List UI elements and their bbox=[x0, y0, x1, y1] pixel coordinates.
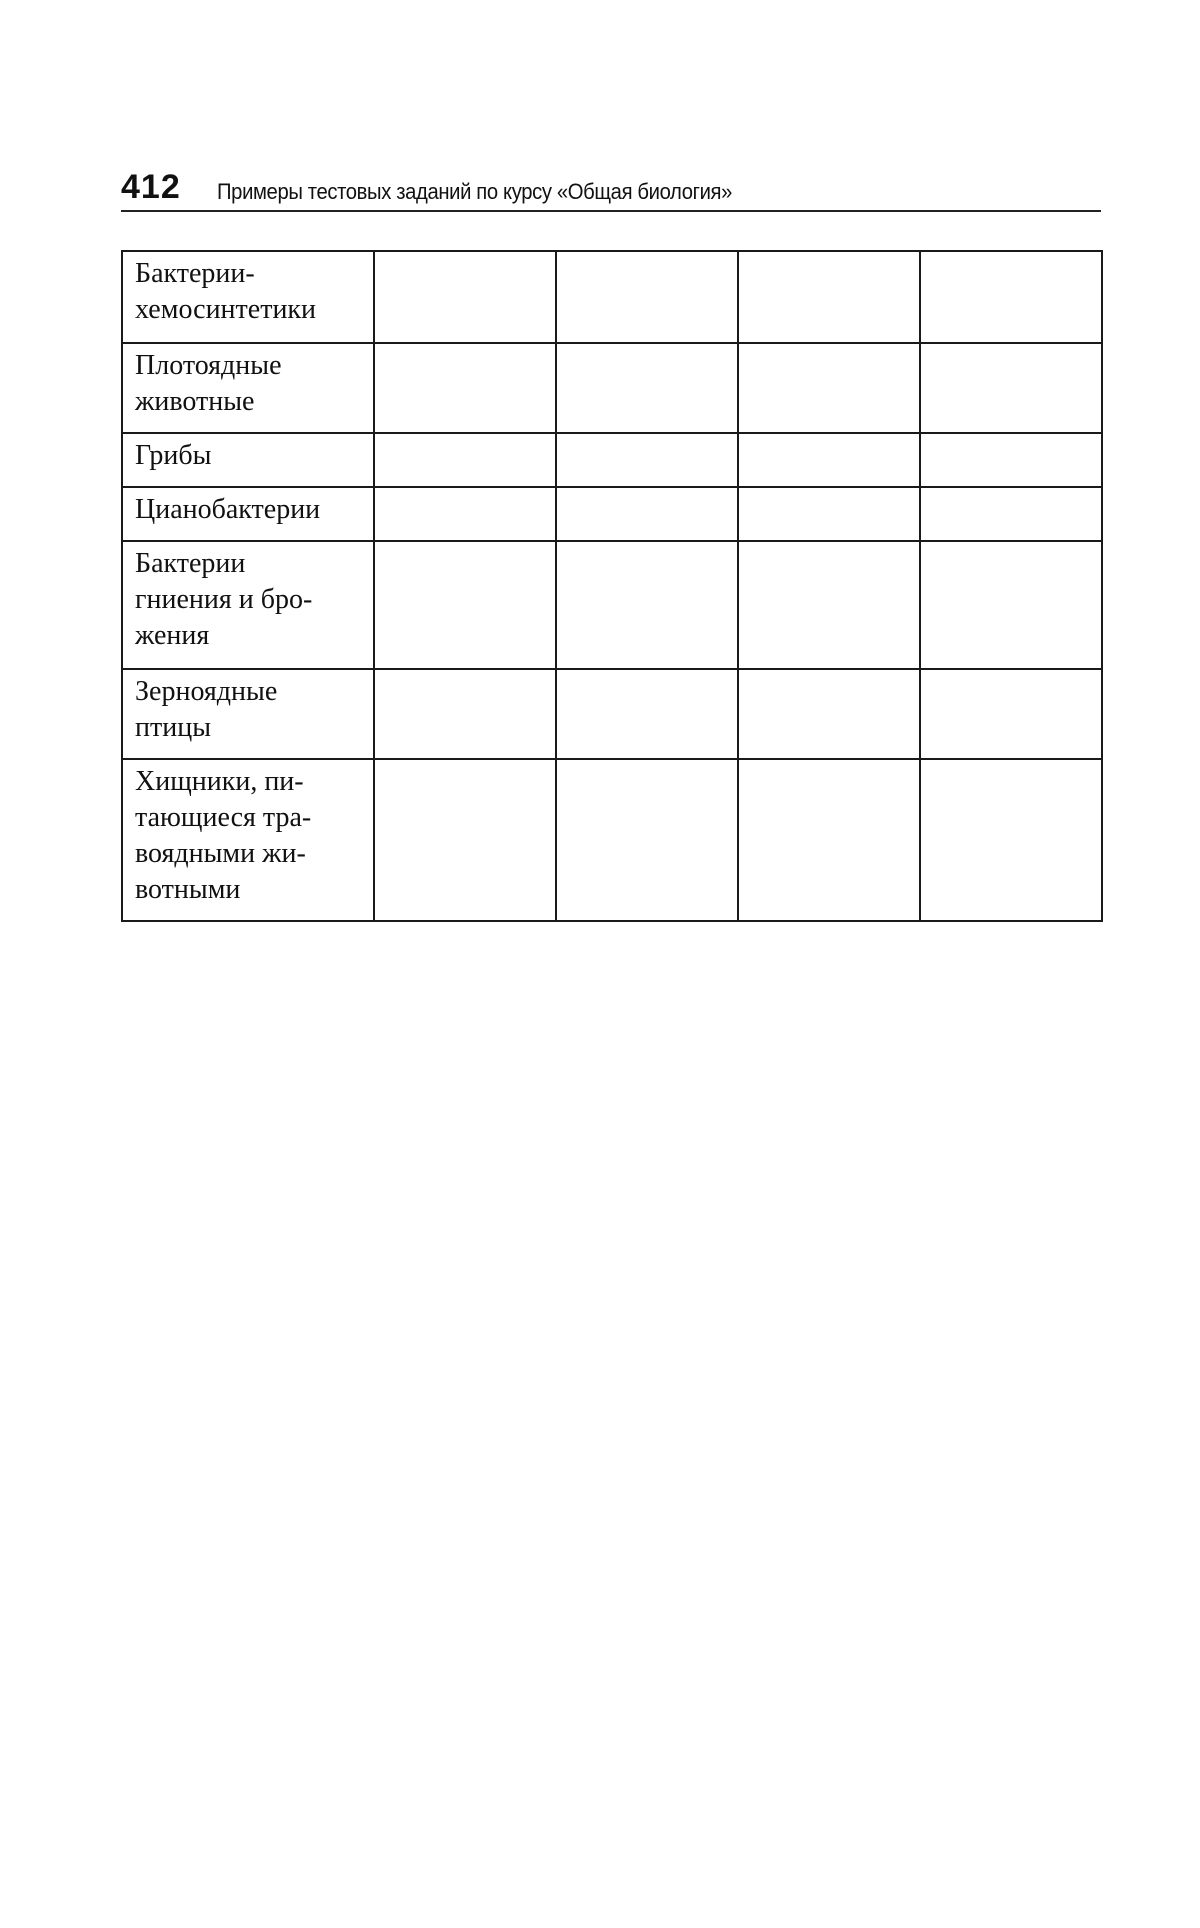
row-label-line: животные bbox=[135, 386, 255, 417]
row-label-line: Бактерии bbox=[135, 548, 246, 579]
row-label-cell bbox=[122, 343, 374, 433]
row-label-line: птицы bbox=[135, 712, 212, 743]
empty-answer-cell bbox=[374, 433, 556, 487]
row-label-line: гниения и бро- bbox=[135, 584, 313, 615]
empty-answer-cell bbox=[556, 669, 738, 759]
empty-answer-cell bbox=[374, 541, 556, 669]
empty-answer-cell bbox=[738, 541, 920, 669]
row-label-line: жения bbox=[135, 620, 210, 651]
empty-answer-cell bbox=[374, 759, 556, 921]
row-label-line: Хищники, пи- bbox=[135, 766, 304, 797]
empty-answer-cell bbox=[738, 669, 920, 759]
empty-answer-cell bbox=[556, 343, 738, 433]
empty-answer-cell bbox=[920, 669, 1102, 759]
row-label-cell bbox=[122, 669, 374, 759]
row-label-line: тающиеся тра- bbox=[135, 802, 312, 833]
empty-answer-cell bbox=[738, 759, 920, 921]
empty-answer-cell bbox=[374, 669, 556, 759]
empty-answer-cell bbox=[374, 487, 556, 541]
empty-answer-cell bbox=[374, 343, 556, 433]
row-label-cell bbox=[122, 759, 374, 921]
empty-answer-cell bbox=[556, 251, 738, 343]
classification-table bbox=[121, 250, 1101, 922]
table-row bbox=[122, 433, 1102, 487]
row-label-line: Цианобактерии bbox=[135, 494, 321, 525]
row-label-cell bbox=[122, 251, 374, 343]
table-row bbox=[122, 343, 1102, 433]
empty-answer-cell bbox=[920, 487, 1102, 541]
table-body bbox=[122, 251, 1102, 921]
empty-answer-cell bbox=[920, 251, 1102, 343]
empty-answer-cell bbox=[738, 433, 920, 487]
empty-answer-cell bbox=[920, 541, 1102, 669]
row-label-line: хемосинтетики bbox=[135, 294, 317, 325]
empty-answer-cell bbox=[920, 759, 1102, 921]
row-label-line: Зерноядные bbox=[135, 676, 278, 707]
empty-answer-cell bbox=[738, 251, 920, 343]
row-label-line: Бактерии- bbox=[135, 258, 255, 289]
row-label-line: воядными жи- bbox=[135, 838, 306, 869]
row-label-line: вотными bbox=[135, 874, 241, 905]
table-row bbox=[122, 487, 1102, 541]
empty-answer-cell bbox=[556, 487, 738, 541]
row-label-cell bbox=[122, 487, 374, 541]
row-label-cell bbox=[122, 541, 374, 669]
table-row bbox=[122, 251, 1102, 343]
empty-answer-cell bbox=[920, 433, 1102, 487]
empty-answer-cell bbox=[738, 487, 920, 541]
empty-answer-cell bbox=[920, 343, 1102, 433]
running-title: Примеры тестовых заданий по курсу «Общая биология» bbox=[217, 179, 733, 204]
empty-answer-cell bbox=[556, 433, 738, 487]
row-label-line: Грибы bbox=[135, 440, 212, 471]
empty-answer-cell bbox=[556, 541, 738, 669]
page-header bbox=[121, 166, 1101, 212]
table-row bbox=[122, 669, 1102, 759]
page-number: 412 bbox=[121, 168, 181, 206]
table-grid bbox=[121, 250, 1103, 922]
empty-answer-cell bbox=[738, 343, 920, 433]
empty-answer-cell bbox=[374, 251, 556, 343]
table-row bbox=[122, 541, 1102, 669]
table-row bbox=[122, 759, 1102, 921]
row-label-cell bbox=[122, 433, 374, 487]
row-label-line: Плотоядные bbox=[135, 350, 282, 381]
empty-answer-cell bbox=[556, 759, 738, 921]
